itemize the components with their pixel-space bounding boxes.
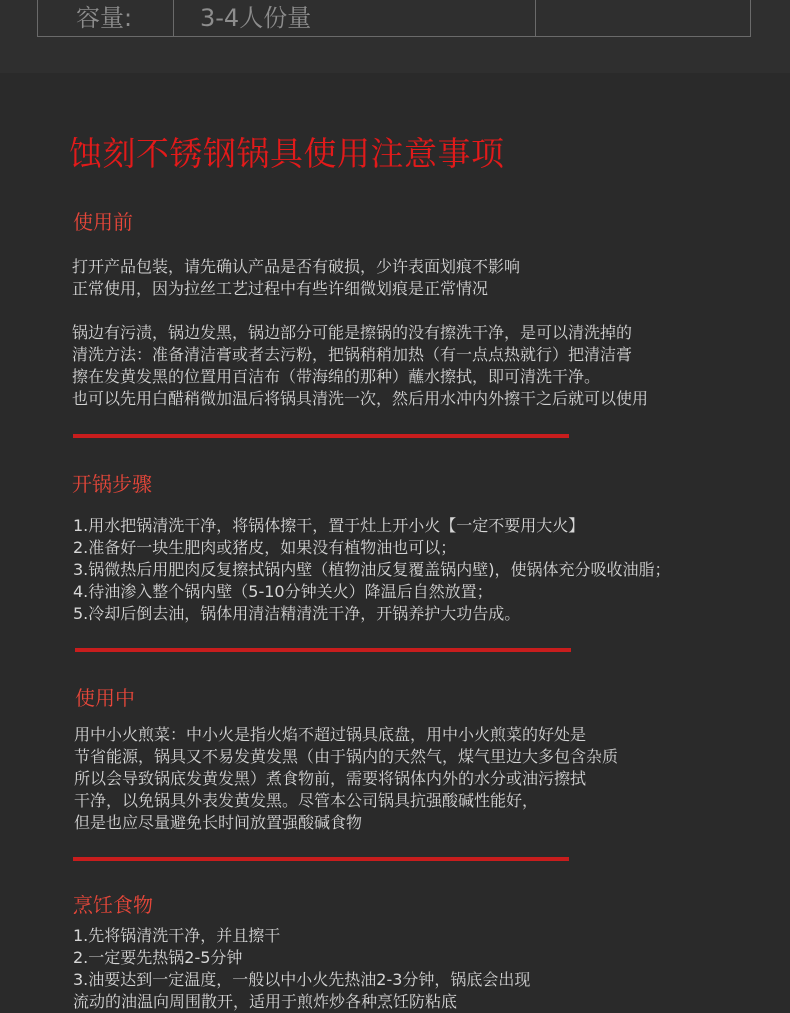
section-body-seasoning: [73, 515, 671, 625]
spec-label: 容量:: [76, 4, 133, 32]
step-line: 5.冷却后倒去油，锅体用清洁精清洗干净，开锅养护大功告成。: [73, 604, 521, 623]
section-body-in-use: [74, 724, 618, 834]
step-line: 3.锅微热后用肥肉反复擦拭锅内壁（植物油反复覆盖锅内壁)，使锅体充分吸收油脂；: [73, 560, 671, 579]
section-heading-seasoning: 开锅步骤: [72, 472, 152, 496]
section-divider: [73, 857, 569, 861]
page-title: 蚀刻不锈钢锅具使用注意事项: [69, 134, 505, 173]
text-line: 擦在发黄发黑的位置用百洁布（带海绵的那种）蘸水擦拭，即可清洗干净。: [72, 367, 601, 386]
section-heading-in-use: 使用中: [75, 686, 135, 710]
text-line: 节省能源，锅具又不易发黄发黑（由于锅内的天然气，煤气里边大多包含杂质: [74, 747, 619, 766]
spec-value-cell: [174, 0, 536, 36]
text-line: 干净，以免锅具外表发黄发黑。尽管本公司锅具抗强酸碱性能好，: [74, 791, 539, 810]
spec-value: 3-4人份量: [200, 4, 312, 32]
step-line: 1.先将锅清洗干净，并且擦干: [73, 926, 281, 945]
spec-label-cell: [38, 0, 174, 36]
text-line: 所以会导致锅底发黄发黑）煮食物前，需要将锅体内外的水分或油污擦拭: [74, 769, 587, 788]
section-divider: [73, 434, 569, 438]
text-line: 但是也应尽量避免长时间放置强酸碱食物: [74, 813, 363, 832]
section-heading-cooking: 烹饪食物: [73, 893, 153, 917]
step-line: 4.待油渗入整个锅内壁（5-10分钟关火）降温后自然放置；: [73, 582, 493, 601]
step-line: 流动的油温向周围散开，适用于煎炸炒各种烹饪防粘底: [73, 992, 458, 1011]
step-line: 2.准备好一块生肥肉或猪皮，如果没有植物油也可以；: [73, 538, 457, 557]
text-line: 清洗方法：准备清洁膏或者去污粉，把锅稍稍加热（有一点点热就行）把清洁膏: [72, 345, 633, 364]
section-divider: [75, 648, 571, 652]
section-body-before-use: [72, 256, 648, 410]
step-line: 2.一定要先热锅2-5分钟: [73, 948, 243, 967]
step-line: 3.油要达到一定温度，一般以中小火先热油2-3分钟，锅底会出现: [73, 970, 531, 989]
spec-table: [37, 0, 751, 37]
text-line: 锅边有污渍，锅边发黑，锅边部分可能是擦锅的没有擦洗干净，是可以清洗掉的: [72, 323, 633, 342]
spec-band: [0, 0, 790, 73]
section-heading-before-use: 使用前: [73, 210, 133, 234]
text-line: 用中小火煎菜：中小火是指火焰不超过锅具底盘，用中小火煎菜的好处是: [74, 725, 587, 744]
text-line: 正常使用，因为拉丝工艺过程中有些许细微划痕是正常情况: [72, 279, 489, 298]
step-line: 1.用水把锅清洗干净，将锅体擦干，置于灶上开小火【一定不要用大火】: [73, 516, 585, 535]
text-line: 打开产品包装，请先确认产品是否有破损，少许表面划痕不影响: [72, 257, 521, 276]
text-line: 也可以先用白醋稍微加温后将锅具清洗一次，然后用水冲内外擦干之后就可以使用: [72, 389, 649, 408]
